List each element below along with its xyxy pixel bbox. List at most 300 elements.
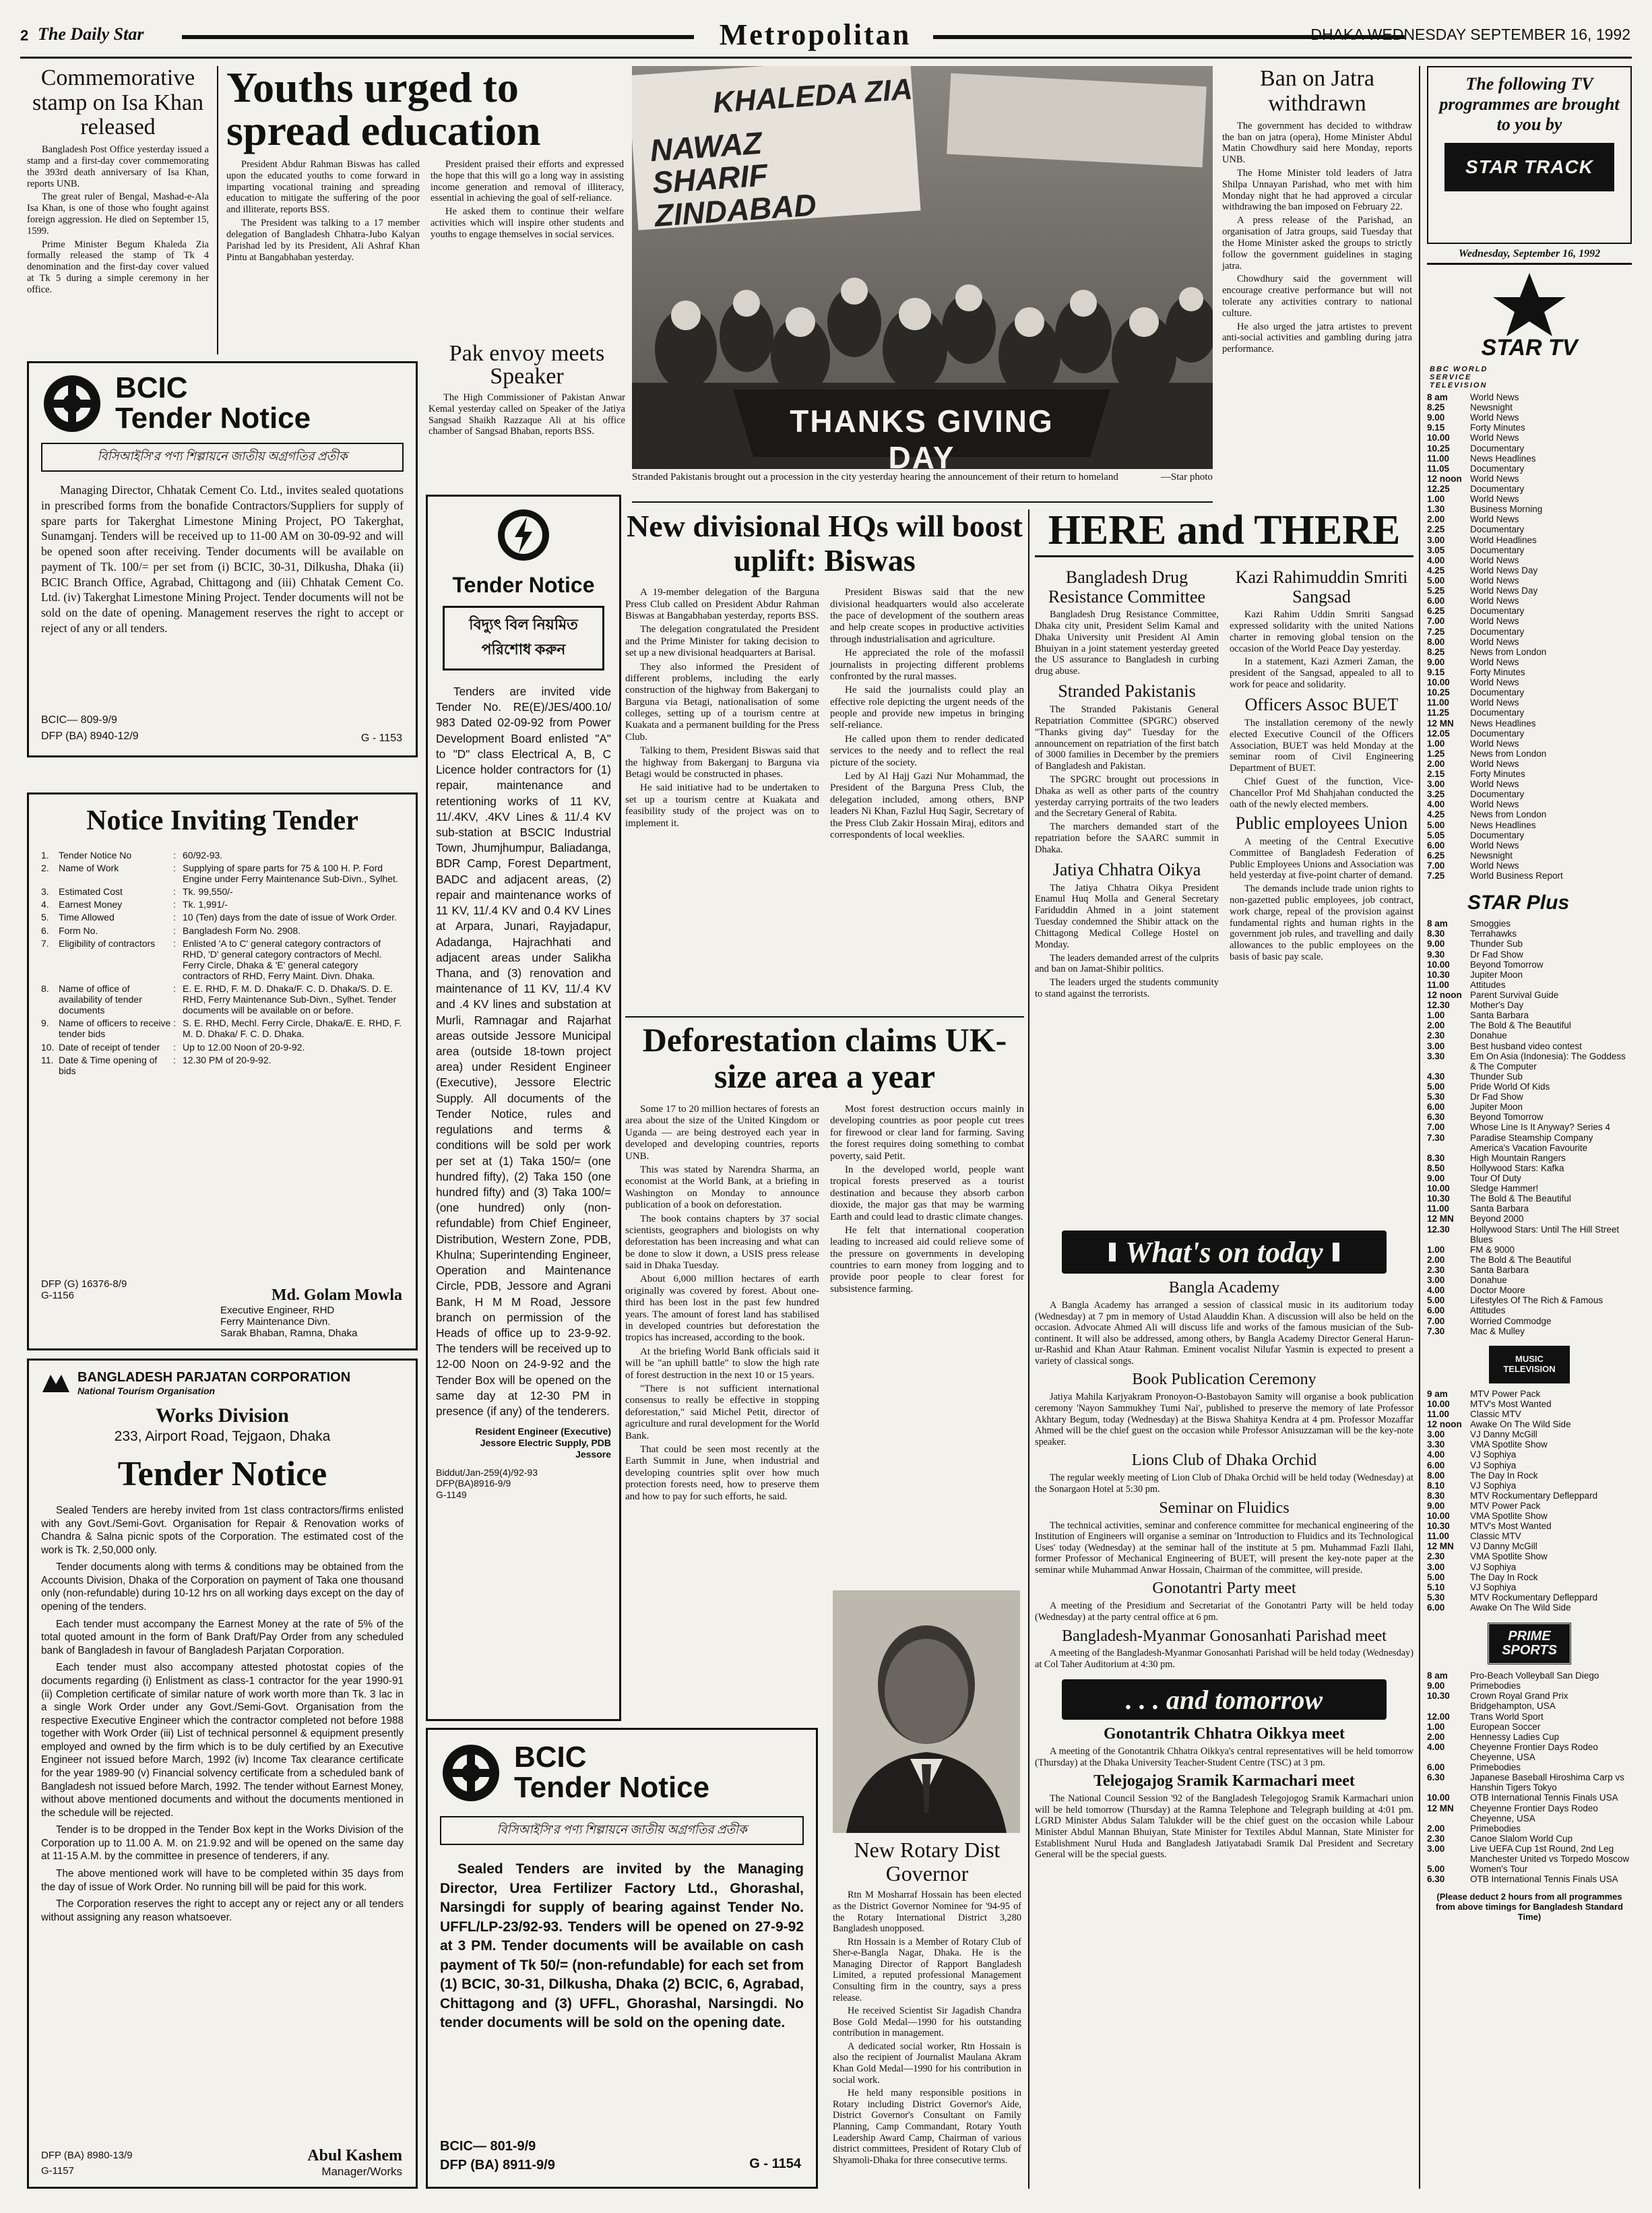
- tv-time: 6.30: [1427, 1112, 1445, 1123]
- nit-signature-line: Ferry Maintenance Divn.: [220, 1316, 331, 1328]
- jatra-para: Chowdhury said the government will encourage creative performance but will not tolerate any activities contrary to national culture.: [1222, 274, 1412, 319]
- mtv-listing: [1427, 1572, 1632, 1582]
- tv-time: 12.30: [1427, 1000, 1450, 1011]
- tv-time: 7.00: [1427, 1122, 1445, 1133]
- tv-programme: America's Vacation Favourite: [1470, 1142, 1588, 1153]
- tv-time: 6.25: [1427, 850, 1445, 861]
- tv-time: 12.00: [1427, 1711, 1450, 1722]
- bcic-ref: BCIC— 809-9/9: [41, 714, 117, 726]
- bbc-listing: [1427, 647, 1632, 657]
- tv-programme: Mother's Day: [1470, 1000, 1524, 1011]
- bbc-listing: [1427, 586, 1632, 596]
- photo-caption: Stranded Pakistanis brought out a procession in the city yesterday hearing the announcement of their return to homeland —Star photo: [632, 472, 1213, 482]
- star-plus-listing: [1427, 1224, 1632, 1245]
- divisional-hq-story: [625, 509, 1024, 843]
- tv-time: 1.00: [1427, 738, 1445, 749]
- star-plus-listing: [1427, 1020, 1632, 1030]
- star-plus-listing: [1427, 1010, 1632, 1020]
- bbc-listing: [1427, 494, 1632, 504]
- divhq-para: Talking to them, President Biswas said that the highway from Bakerganj to Barguna via Betagi would be constructed in phases.: [625, 745, 819, 780]
- tv-programme: European Soccer: [1470, 1721, 1541, 1732]
- bcic-logo-icon: [440, 1742, 502, 1804]
- tv-programme: MTV Rockumentary Defleppard: [1470, 1490, 1598, 1501]
- tv-time: 3.05: [1427, 544, 1445, 555]
- star-plus-listing: [1427, 1112, 1632, 1122]
- bbc-listing: [1427, 759, 1632, 769]
- mtv-listing: [1427, 1389, 1632, 1399]
- tv-time: 4.25: [1427, 809, 1445, 820]
- rotary-story: [833, 1838, 1021, 2168]
- tv-programme: The Bold & The Beautiful: [1470, 1254, 1571, 1265]
- star-plus-listing: [1427, 1000, 1632, 1010]
- tv-programme: Em On Asia (Indonesia): The Goddess & The Computer: [1470, 1051, 1626, 1071]
- star-plus-listing: [1427, 1295, 1632, 1305]
- tomorrow-item: Gonotantrik Chhatra Oikkya meet A meeting of the Gonotantrik Chhatra Oikkya's central representatives will be held tomorrow (Thursday) at the Dhaka University Teacher-Student Centre (TSC) at 3 pm.: [1035, 1725, 1413, 1768]
- prime-sports-listing: [1427, 1732, 1632, 1742]
- here-and-there-headline: HERE and THERE: [1035, 509, 1413, 557]
- tv-programme: Cheyenne Frontier Days Rodeo Cheyenne, USA: [1470, 1803, 1598, 1824]
- nit-signature-line: Sarak Bhaban, Ramna, Dhaka: [220, 1328, 358, 1339]
- tv-programme: Documentary: [1470, 687, 1525, 698]
- prime-sports-listing: [1427, 1722, 1632, 1732]
- tv-programme: Beyond 2000: [1470, 1214, 1524, 1224]
- tv-programme: Thunder Sub: [1470, 1071, 1523, 1082]
- pdb-tender-body: Tenders are invited vide Tender No. RE(E)/JES/400.10/ 983 Dated 02-09-92 from Power Development Board enlisted "A" to "D" class Electrical A, B, C Licence holder contractors for (1) repair, maintenance and retentioning works of 11 KV, 11/.4KV, .4KV Lines & 11/.4 KV sub-station at BSCIC Industrial Town, Jhumjhumpur, Baliadanga, BDR Camp, Forest Department, BADC and adjacent areas, (2) repair and maintenance works of 11 KV, 11/.4 KV and 0.4 KV Lines at Arpara, Junari, Rayjadapur, Adadanga, Hajrachhati and adjacent areas under Salikha Thana, and (3) renovation and maintenance of 11 KV, 11/.4 KV and .4 KV lines and substation at Murli, Ramnagar and Rajarhat areas outside Jessore Municipal area (outside 18-town project area) under Resident Engineer (Executive), Jessore Electric Supply. All documents of the Tender Notice, rules and regulations and terms & conditions will be sold per work per set at (1) Taka 150/= (one hundred fifty), (2) Taka 150 (one hundred fifty) and (3) Taka 100/= (one hundred) only (non-refundable) from Chief Engineer, Distribution, Western Zone, PDB, Khulna; Superintending Engineer, Operation and Maintenance Circle, PDB, Jessore and Agrani Bank, H M M Road, Jessore branch on permission of the Heads of office up to 23-9-92. The tenders will be received up to 12-00 Noon on 24-9-92 and the Tender Box will be opened on the same day at 12-30 PM in presence (if any) of the tenderers.: [436, 685, 611, 1419]
- tv-time: 4.00: [1427, 1450, 1445, 1460]
- deforest-para: That could be seen most recently at the Earth Summit in June, when industrial and developing countries split over how much protection forests need, how to preserve them and how to pay for such efforts, he said.: [625, 1443, 819, 1502]
- tv-time: 7.30: [1427, 1132, 1445, 1143]
- tv-time: 8.00: [1427, 636, 1445, 647]
- tv-programme: Beyond Tomorrow: [1470, 959, 1544, 970]
- prime-sports-listing: [1427, 1712, 1632, 1722]
- deforest-para: This was stated by Narendra Sharma, an economist at the World Bank, at a briefing in Washington on Monday to announce publication of a book on deforestation.: [625, 1164, 819, 1211]
- stranded-para: The SPGRC brought out processions in Dhaka as well as other parts of the country yesterday carrying portraits of the two leaders and the Secretary General of Rabita.: [1035, 774, 1219, 819]
- pdb-ref: G-1149: [436, 1489, 467, 1501]
- bbc-listing: [1427, 677, 1632, 687]
- tv-time: 9.00: [1427, 412, 1445, 423]
- bcic-tender-body: Managing Director, Chhatak Cement Co. Ltd., invites sealed quotations in prescribed forms from the bonafide Contractors/Suppliers for supply of spare parts for Takerghat Limestone Mining Project, PO Takerghat, Sunamganj. Tenders will be received up to 11-00 AM on 30-09-92 and will be opened soon after receiving. Tender documents will be available on payment of Tk. 100/= per set from (i) BCIC, 30-31, Dilkusha, Dhaka (ii) BCIC Branch Office, Agrabad, Chittagong and (iii) Chhatak Cement Co. Ltd. (iv) Takerghat Limestone Mining Project. Tender documents will not be sold on the date of opening. Management reserves the right to accept or reject of any or all tenders.: [41, 483, 404, 635]
- tv-programme: Sledge Hammer!: [1470, 1183, 1539, 1194]
- tv-time: 10.00: [1427, 1183, 1450, 1194]
- star-plus-listing: [1427, 929, 1632, 939]
- today-item: Bangla Academy A Bangla Academy has arranged a session of classical music in its auditorium today (Wednesday) at 7 pm in memory of Ustad Alauddin Khan. A discussion will also be held on the occasion. Advocate Ahmed Ali will discuss life and works of the famous musician of the Sub-continent. It will also be addressed, among others, by Bangla Academy Director General Harun-ur-Rashid and Khan Ataur Rahman. Eminent vocalist Nilufar Yasmin is expected to present a variety of classical songs.: [1035, 1279, 1413, 1367]
- tv-time: 9.00: [1427, 656, 1445, 667]
- bbc-listing: [1427, 423, 1632, 433]
- tv-programme: Dr Fad Show: [1470, 949, 1523, 960]
- tv-programme: MTV's Most Wanted: [1470, 1521, 1552, 1532]
- bcic-ref: DFP (BA) 8940-12/9: [41, 730, 139, 742]
- tv-programme: VMA Spotlite Show: [1470, 1551, 1548, 1562]
- star-plus-listing: [1427, 1173, 1632, 1183]
- tv-time: 9.30: [1427, 949, 1445, 960]
- bcic-ref: BCIC— 801-9/9: [440, 2139, 536, 2154]
- youths-para: The President was talking to a 17 member delegation of Bangladesh Chhatra-Jubo Kalyan Parishad led by its President, Ali Ashraf Khan Pintu at Bangabhaban yesterday.: [226, 218, 420, 263]
- tv-time: 6.25: [1427, 606, 1445, 617]
- tv-time: 8.30: [1427, 929, 1445, 939]
- star-plus-listing: [1427, 1071, 1632, 1082]
- tv-programme: Documentary: [1470, 626, 1525, 637]
- tv-programme: World News Day: [1470, 565, 1538, 575]
- bcic-tender-ad-1: [27, 361, 418, 757]
- tv-time: 1.00: [1427, 1721, 1445, 1732]
- pak-envoy-headline: Pak envoy meets Speaker: [449, 341, 605, 389]
- tv-time: 2.00: [1427, 1254, 1445, 1265]
- star-plus-listing: [1427, 1204, 1632, 1214]
- tv-programme: FM & 9000: [1470, 1244, 1515, 1255]
- whats-on-today-banner: What's on today: [1062, 1230, 1387, 1274]
- tv-programme: Best husband video contest: [1470, 1040, 1582, 1051]
- tv-time: 2.30: [1427, 1833, 1445, 1844]
- bbc-listing: [1427, 708, 1632, 718]
- bbc-listing: [1427, 830, 1632, 840]
- tv-time: 5.00: [1427, 819, 1445, 830]
- tv-time: 12 MN: [1427, 718, 1454, 728]
- bbc-listing: [1427, 535, 1632, 545]
- tv-programme: World News: [1470, 677, 1519, 688]
- pdb-bengali-slogan: বিদ্যুৎ বিল নিয়মিত পরিশোধ করুন: [443, 606, 604, 671]
- rotary-headline: New Rotary Dist Governor: [854, 1838, 1000, 1886]
- tv-programme: OTB International Tennis Finals USA: [1470, 1793, 1618, 1803]
- tv-programme: World News: [1470, 697, 1519, 708]
- star-plus-listing: [1427, 1153, 1632, 1163]
- tv-programme: Dr Fad Show: [1470, 1092, 1523, 1102]
- tv-programme: Documentary: [1470, 483, 1525, 494]
- nit-row: 1. Tender Notice No : 60/92-93.: [41, 850, 223, 861]
- nit-table: [29, 850, 416, 1076]
- bbc-listing: [1427, 474, 1632, 484]
- tv-time: 10.00: [1427, 959, 1450, 970]
- stranded-heading: Stranded Pakistanis: [1058, 681, 1196, 702]
- tv-time: 8.25: [1427, 646, 1445, 657]
- tv-time: 6.00: [1427, 1602, 1445, 1613]
- bbc-listing: [1427, 718, 1632, 728]
- tv-time: 11.00: [1427, 1204, 1450, 1214]
- tv-time: 7.25: [1427, 871, 1445, 881]
- tv-time: 2.00: [1427, 1823, 1445, 1834]
- tv-time: 12 MN: [1427, 1214, 1454, 1224]
- tv-programme: World News: [1470, 738, 1519, 749]
- tv-time: 11.00: [1427, 1408, 1450, 1419]
- tv-programme: Primebodies: [1470, 1823, 1521, 1834]
- bcic-tender-body: Sealed Tenders are invited by the Managing Director, Urea Fertilizer Factory Ltd., Ghorashal, Narsingdi for supply of bearing against Tender No. UFFL/LP-23/92-93. Tenders will be opened on 27-9-92 at 3 PM. Tender documents will be available on cash payment of Tk 50/= (non-refundable) for each set from (1) BCIC, 30-31, Dilkusha, Dhaka (2) BCIC, 6, Agrabad, Chittagong and (3) UFFL, Ghorashal, Narsingdi. No tender documents will be sold on the opening date.: [440, 1861, 804, 2031]
- tv-programme: VJ Sophiya: [1470, 1582, 1517, 1592]
- tv-programme: Forty Minutes: [1470, 666, 1525, 677]
- nit-row: 11. Date & Time opening of bids : 12.30 PM of 20-9-92.: [41, 1054, 272, 1076]
- divhq-para: He called upon them to render dedicated services to the needy and to reflect the real picture of the society.: [830, 733, 1024, 768]
- banner-dot-icon: [1109, 1243, 1116, 1261]
- bbc-listing: [1427, 820, 1632, 830]
- here-and-there-section: [1035, 509, 1413, 1002]
- bbc-listing: [1427, 545, 1632, 555]
- divhq-para: President Biswas said that the new divisional headquarters would also accelerate the pace of development of the southern areas and help create scopes in productive activities through industrialisation and agriculture.: [830, 587, 1024, 645]
- buet-para: The installation ceremony of the newly elected Executive Council of the Officers Association, BUET was held Monday at the seminar room of Civil Engineering Department of BUET.: [1230, 717, 1413, 774]
- tv-promo-text: The following TV programmes are brought to you by: [1439, 74, 1620, 134]
- deforest-para: About 6,000 million hectares of earth originally was covered by forest. About one-third has been lost in the past few hundred years. The amount of forest land has stabilised in developed countries but deforestation the tropics has increased, according to the book.: [625, 1274, 819, 1344]
- parjatan-org: BANGLADESH PARJATAN CORPORATION: [77, 1370, 351, 1385]
- bbc-listing: [1427, 728, 1632, 739]
- star-plus-listing: [1427, 1133, 1632, 1143]
- tv-programme: Hollywood Stars: Until The Hill Street Blues: [1470, 1224, 1620, 1245]
- jco-heading: Jatiya Chhatra Oikya: [1052, 859, 1201, 879]
- tv-programme: Classic MTV: [1470, 1531, 1521, 1542]
- bbc-listing: [1427, 524, 1632, 534]
- deforest-para: Most forest destruction occurs mainly in developing countries as poor people cut trees for firewood or clear land for farming. Saving the forest requires doing something to combat poverty, said Petit.: [830, 1104, 1024, 1162]
- star-plus-listing: [1427, 1255, 1632, 1265]
- kazi-para: Kazi Rahim Uddin Smriti Sangsad expressed solidarity with the united Nations charter in removing global tension on the occasion of the World Peace Day yesterday.: [1230, 609, 1413, 654]
- mtv-listing: [1427, 1562, 1632, 1572]
- bbc-listing: [1427, 739, 1632, 749]
- tv-programme: The Day In Rock: [1470, 1470, 1538, 1480]
- tv-programme: Lifestyles Of The Rich & Famous: [1470, 1295, 1603, 1306]
- tv-programme: Documentary: [1470, 830, 1525, 840]
- prime-sports-listing: [1427, 1681, 1632, 1691]
- tv-time: 11.05: [1427, 463, 1450, 474]
- parjatan-signature-name: Abul Kashem: [307, 2147, 402, 2164]
- bbc-listing: [1427, 412, 1632, 423]
- tv-time: 9.15: [1427, 423, 1445, 433]
- tv-programme: World News: [1470, 412, 1519, 423]
- tv-programme: MTV Power Pack: [1470, 1388, 1541, 1399]
- bbc-listing: [1427, 861, 1632, 871]
- parjatan-tender-title: Tender Notice: [117, 1455, 327, 1493]
- tv-programme: Documentary: [1470, 524, 1525, 535]
- pak-envoy-story: [428, 342, 625, 439]
- prime-sports-listing: [1427, 1844, 1632, 1864]
- tv-programme: World News: [1470, 433, 1519, 443]
- mtv-listing: [1427, 1541, 1632, 1551]
- star-plus-listing: [1427, 1275, 1632, 1285]
- bcic-bengali-slogan: বিসিআইসি'র পণ্য শিল্পায়নে জাতীয় অগ্রগতির প্রতীক: [41, 443, 404, 472]
- tv-programme: VJ Sophiya: [1470, 1561, 1517, 1572]
- divhq-para: The delegation congratulated the President and the Prime Minister for taking decision to set up a new divisional headquarters at Barisal.: [625, 624, 819, 659]
- jatra-para: A press release of the Parishad, an organisation of Jatra groups, said Tuesday that the Home Minister asked the groups to strictly follow the government guidelines in staging jatra.: [1222, 215, 1412, 272]
- tv-time: 10.25: [1427, 687, 1450, 698]
- stamp-headline: Commemorative stamp on Isa Khan released: [32, 65, 203, 140]
- tv-time: 4.25: [1427, 565, 1445, 575]
- star-plus-listing: [1427, 1193, 1632, 1204]
- mtv-listing: [1427, 1551, 1632, 1561]
- tv-time: 2.00: [1427, 514, 1445, 525]
- bbc-listing: [1427, 637, 1632, 647]
- tv-time: 3.30: [1427, 1051, 1445, 1061]
- bbc-listing: [1427, 454, 1632, 464]
- tv-listings-column: [1427, 66, 1632, 2189]
- and-tomorrow-banner: . . . and tomorrow: [1062, 1679, 1387, 1720]
- star-plus-listing: [1427, 1285, 1632, 1295]
- rotary-portrait-photo: [833, 1590, 1020, 1833]
- tv-programme: World News: [1470, 616, 1519, 627]
- bbc-schedule: [1427, 392, 1632, 881]
- tv-time: 10.00: [1427, 677, 1450, 688]
- tv-time: 5.00: [1427, 1082, 1445, 1092]
- bcic-logo-icon: [41, 373, 103, 435]
- tv-programme: World Headlines: [1470, 534, 1537, 545]
- prime-sports-listing: [1427, 1762, 1632, 1772]
- rotary-para: He received Scientist Sir Jagadish Chandra Bose Gold Medal—1990 for his outstanding contribution in management.: [833, 2005, 1021, 2039]
- tv-programme: The Day In Rock: [1470, 1571, 1538, 1582]
- tv-programme: Paradise Steamship Company: [1470, 1132, 1593, 1143]
- prime-sports-listing: [1427, 1824, 1632, 1834]
- nit-row: 8. Name of office of availability of tender documents : E. E. RHD, F. M. D. Dhaka/F. C. D. Dhaka/S. D. E. RHD, Ferry Maintenance Sub-Divn., Sylhet. Tender documents will be available on or before.: [41, 983, 397, 1016]
- tv-time: 7.25: [1427, 626, 1445, 637]
- banner-nawaz: NAWAZ SHARIF ZINDABAD: [649, 125, 818, 233]
- procession-photo: [632, 66, 1213, 469]
- star-plus-listing: [1427, 1265, 1632, 1275]
- banner-dot-icon: [1333, 1243, 1339, 1261]
- star-plus-listing: [1427, 1092, 1632, 1102]
- notice-inviting-tender-ad: [27, 792, 418, 1350]
- mtv-listing: [1427, 1511, 1632, 1521]
- tv-time: 2.00: [1427, 758, 1445, 769]
- jatra-para: The Home Minister told leaders of Jatra Shilpa Unnayan Parishad, who met with him Monday night that he had approved a circular withdrawing the ban imposed on February 22.: [1222, 168, 1412, 213]
- star-plus-listing: [1427, 1041, 1632, 1051]
- star-plus-listing: [1427, 1214, 1632, 1224]
- tv-time: 8.00: [1427, 1470, 1445, 1480]
- pdb-logo-icon: [496, 507, 551, 563]
- tv-time: 11.00: [1427, 453, 1450, 464]
- mtv-listing: [1427, 1602, 1632, 1613]
- tv-time: 8.50: [1427, 1162, 1445, 1173]
- tv-time: 6.00: [1427, 596, 1445, 606]
- tv-programme: Documentary: [1470, 606, 1525, 617]
- tv-programme: Smoggies: [1470, 918, 1511, 929]
- nit-signature-line: Executive Engineer, RHD: [220, 1305, 335, 1316]
- tv-time: 2.30: [1427, 1264, 1445, 1275]
- tv-time: 8 am: [1427, 392, 1448, 402]
- tv-programme: Attitudes: [1470, 1305, 1506, 1316]
- prime-sports-listing: [1427, 1691, 1632, 1711]
- tv-time: 3.25: [1427, 789, 1445, 800]
- tv-programme: The Bold & The Beautiful: [1470, 1020, 1571, 1031]
- today-item: Seminar on Fluidics The technical activities, seminar and conference committee for mechanical engineering of the Institution of Engineers will organise a seminar on 'Introduction to Fluidics and its Technological Uses' today (Wednesday) at the seminar hall of the institute at 5 pm. Muhammad Fazli Ilahi, former Professor of Mechanical Engineering of BUET, will present the key-note paper at the seminar while Muhammad Anwar Hossain, Chairman of the committee, will preside.: [1035, 1499, 1413, 1576]
- bcic-subtitle: Tender Notice: [514, 1770, 710, 1804]
- tv-programme: World News: [1470, 555, 1519, 565]
- star-plus-listing: [1427, 1051, 1632, 1071]
- tv-time: 10.30: [1427, 1691, 1450, 1702]
- star-plus-listing: [1427, 1102, 1632, 1112]
- tv-programme: VJ Sophiya: [1470, 1450, 1517, 1460]
- stamp-para: Prime Minister Begum Khaleda Zia formally released the stamp of Tk 4 denomination and the first-day cover valued at Tk 5 during a simple ceremony in her office.: [27, 239, 209, 295]
- mtv-listing: [1427, 1480, 1632, 1491]
- tv-programme: World Business Report: [1470, 871, 1563, 881]
- tv-programme: Tour Of Duty: [1470, 1173, 1521, 1183]
- tv-time: 3.00: [1427, 1040, 1445, 1051]
- star-plus-listing: [1427, 1326, 1632, 1336]
- mtv-listing: [1427, 1491, 1632, 1501]
- tv-programme: VJ Danny McGill: [1470, 1541, 1537, 1552]
- tv-programme: Pride World Of Kids: [1470, 1082, 1550, 1092]
- tv-time: 12.30: [1427, 1224, 1450, 1235]
- parjatan-para: The Corporation reserves the right to accept any or reject any or all tenders without assigning any reason whatsoever.: [41, 1898, 404, 1923]
- tv-time: 4.00: [1427, 799, 1445, 810]
- bbc-listing: [1427, 809, 1632, 819]
- tv-time: 3.00: [1427, 779, 1445, 790]
- tv-programme: Santa Barbara: [1470, 1204, 1529, 1214]
- youths-headline: Youths urged to spread education: [226, 63, 541, 154]
- tv-programme: News Headlines: [1470, 453, 1536, 464]
- tv-time: 2.25: [1427, 524, 1445, 535]
- tv-programme: Forty Minutes: [1470, 423, 1525, 433]
- page-number: 2: [20, 27, 29, 44]
- tv-programme: Donahue: [1470, 1275, 1507, 1286]
- tomorrow-item: Telejogajog Sramik Karmachari meet The National Council Session '92 of the Bangladesh Telegojogog Sramik Karmachari union will be held tomorrow (Thursday) at the Ramna Telephone and Telegraph building at 4:01 pm. LGRD Minister Abdus Salam Talukder will be the chief guest on the occasion while Labour Minister Abdul Mannan Bhuiyan, State Minister for Textiles Abdul Mannan, State Minister for Establishment Nurul Huda and Bangladesh Jatiyatabadi Sramik Dal President and Secretary General will be the special guests.: [1035, 1772, 1413, 1861]
- tv-time: 5.00: [1427, 575, 1445, 586]
- tv-time: 1.00: [1427, 494, 1445, 505]
- divhq-para: He appreciated the role of the mofassil journalists in projecting different problems confronted by the rural masses.: [830, 648, 1024, 682]
- tv-time: 10.30: [1427, 969, 1450, 980]
- tv-time: 4.30: [1427, 1071, 1445, 1082]
- star-plus-listing: [1427, 949, 1632, 960]
- tv-time: 4.00: [1427, 555, 1445, 565]
- tv-time: 7.00: [1427, 861, 1445, 871]
- tv-programme: VMA Spotlite Show: [1470, 1439, 1548, 1450]
- mtv-listing: [1427, 1409, 1632, 1419]
- jatra-story: [1222, 66, 1412, 357]
- star-tv-logo-text: STAR TV: [1481, 335, 1578, 361]
- tv-time: 1.25: [1427, 748, 1445, 759]
- tv-time: 11.00: [1427, 979, 1450, 990]
- prime-sports-listing: [1427, 1793, 1632, 1803]
- tv-time: 6.30: [1427, 1874, 1445, 1885]
- jco-para: The leaders demanded arrest of the culprits and ban on Jamat-Shibir politics.: [1035, 952, 1219, 975]
- nit-row: 6. Form No. : Bangladesh Form No. 2908.: [41, 925, 301, 936]
- divhq-para: A 19-member delegation of the Barguna Press Club called on President Abdur Rahman Biswas at Bangabhaban yesterday, reports BSS.: [625, 587, 819, 621]
- tv-time: 12 noon: [1427, 473, 1462, 484]
- banner-khaleda: KHALEDA ZIA: [711, 72, 914, 120]
- tv-programme: Documentary: [1470, 789, 1525, 800]
- tv-programme: Awake On The Wild Side: [1470, 1419, 1571, 1430]
- tv-time: 3.00: [1427, 1844, 1445, 1854]
- nit-signature-name: Md. Golam Mowla: [272, 1286, 402, 1304]
- mtv-schedule: [1427, 1389, 1632, 1613]
- public-employees-para: The demands include trade union rights to non-gazetted public employees, job contract, work charge, repeal of the provision against fundamental rights and human rights in the government job rules, and travelling and daily allowances to the public employees on the basis of basic pay scale.: [1230, 883, 1413, 963]
- bbc-listing: [1427, 779, 1632, 789]
- tv-time: 5.00: [1427, 1571, 1445, 1582]
- mtv-logo: MUSIC TELEVISION: [1489, 1346, 1570, 1383]
- nit-row: 4. Earnest Money : Tk. 1,991/-: [41, 899, 228, 910]
- tv-programme: Donahue: [1470, 1030, 1507, 1041]
- tv-time: 1.00: [1427, 1010, 1445, 1021]
- tv-programme: Documentary: [1470, 463, 1525, 474]
- tv-time: 12 noon: [1427, 990, 1462, 1001]
- tv-date: Wednesday, September 16, 1992: [1458, 248, 1601, 259]
- pdb-ref: Biddut/Jan-259(4)/92-93: [436, 1466, 538, 1478]
- tv-time: 6.00: [1427, 1102, 1445, 1113]
- tv-time: 6.00: [1427, 1762, 1445, 1773]
- parjatan-ref: DFP (BA) 8980-13/9: [41, 2150, 133, 2161]
- mtv-listing: [1427, 1439, 1632, 1450]
- bbc-listing: [1427, 596, 1632, 606]
- tv-time: 1.30: [1427, 504, 1445, 515]
- mtv-listing: [1427, 1592, 1632, 1602]
- stranded-para: The marchers demanded start of the repatriation before the SAARC summit in Dhaka.: [1035, 821, 1219, 855]
- jatra-para: The government has decided to withdraw the ban on jatra (opera), Home Minister Abdul Matin Chowdhury said here Monday, reports UNB.: [1222, 120, 1412, 166]
- star-plus-listing: [1427, 970, 1632, 980]
- tv-programme: Documentary: [1470, 443, 1525, 454]
- tv-programme: World News: [1470, 779, 1519, 790]
- tv-time: 10.00: [1427, 1511, 1450, 1522]
- parjatan-address: 233, Airport Road, Tejgaon, Dhaka: [114, 1429, 331, 1444]
- mtv-listing: [1427, 1450, 1632, 1460]
- deforest-para: He felt that international cooperation leading to increased aid could relieve some of the pressure on governments in developing countries to earn money from logging and to provide poor people to clear forest for subsistence farming.: [830, 1224, 1024, 1295]
- stamp-para: The great ruler of Bengal, Mashad-e-Ala Isa Khan, is one of those who fought against foreign aggression. He died on September 15, 1599.: [27, 191, 209, 237]
- parjatan-org-sub: National Tourism Organisation: [77, 1385, 216, 1396]
- tv-programme: Hollywood Stars: Kafka: [1470, 1162, 1564, 1173]
- tv-programme: Santa Barbara: [1470, 1264, 1529, 1275]
- tv-programme: Crown Royal Grand Prix Bridgehampton, USA: [1470, 1691, 1568, 1712]
- jatra-para: He also urged the jatra artistes to prevent anti-social activities and gambling during jatra performance.: [1222, 321, 1412, 355]
- tv-time: 3.00: [1427, 534, 1445, 545]
